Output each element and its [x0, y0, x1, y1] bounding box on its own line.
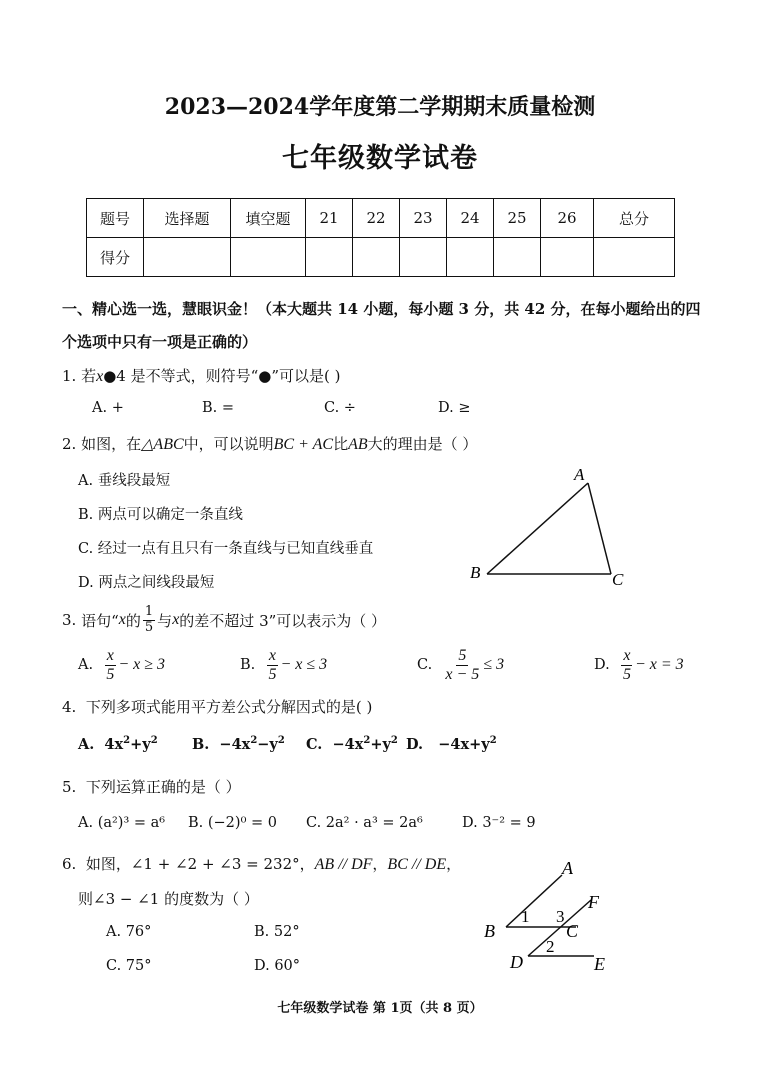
section-heading-line1: 一、精心选一选，慧眼识金！（本大题共 14 小题，每小题 3 分，共 42 分，在每小题给出的四: [62, 300, 701, 318]
q3-option-a[interactable]: [78, 644, 165, 686]
option-label: B.: [240, 657, 256, 673]
fraction-denominator: 5: [268, 665, 277, 683]
score-input-cell[interactable]: [447, 238, 494, 277]
fraction-numerator: x: [268, 646, 277, 664]
score-table-header-row: [87, 199, 675, 238]
q4-option-c[interactable]: C. $-4x^2+y^2$: [306, 735, 398, 753]
score-cell: 题号: [87, 199, 144, 238]
math-expr: △ABC: [141, 436, 184, 453]
score-table: [86, 198, 675, 277]
angle-label-3: 3: [556, 907, 565, 926]
fraction-one-fifth: [143, 605, 155, 635]
score-cell: 23: [400, 199, 447, 238]
q4-option-d[interactable]: D. $-4x+y^2$: [406, 735, 497, 753]
score-input-cell[interactable]: [494, 238, 541, 277]
q2-option-b[interactable]: B. 两点可以确定一条直线: [78, 507, 243, 523]
line-ab: [506, 875, 562, 927]
question-text: ●4 是不等式，则符号“●”可以是( ): [103, 367, 341, 385]
math-expr: BC // DE: [387, 856, 447, 873]
score-cell: 24: [447, 199, 494, 238]
fraction-denominator: 5: [144, 619, 154, 635]
section-heading-line2: 个选项中只有一项是正确的）: [62, 333, 258, 351]
q2-option-c[interactable]: C. 经过一点有且只有一条直线与已知直线垂直: [78, 541, 374, 557]
math-var: x: [172, 611, 180, 628]
question-number: 1.: [62, 367, 77, 385]
option-fraction: [266, 647, 278, 683]
score-cell: 总分: [594, 199, 675, 238]
fraction-numerator: x: [623, 646, 631, 664]
question-text: 中，可以说明: [183, 435, 274, 453]
question-text: 如图，∠1 + ∠2 + ∠3 = 232°，: [85, 855, 315, 873]
q3-option-b[interactable]: [240, 644, 327, 686]
fraction-numerator: 5: [458, 646, 467, 664]
vertex-label-a: A: [574, 465, 585, 484]
score-input-cell[interactable]: [353, 238, 400, 277]
score-input-cell[interactable]: [594, 238, 675, 277]
q5-option-d[interactable]: D. 3⁻² = 9: [462, 815, 536, 831]
option-rest: − x ≤ 3: [280, 656, 328, 673]
score-input-cell[interactable]: [400, 238, 447, 277]
question-text: 若: [81, 367, 97, 385]
option-rest: − x ≥ 3: [118, 656, 165, 673]
score-cell: 选择题: [144, 199, 231, 238]
question-text: 比: [333, 435, 349, 453]
math-expr: AB // DF: [314, 856, 373, 873]
q3-option-c[interactable]: [417, 644, 504, 686]
q6-option-c[interactable]: C. 75°: [106, 958, 152, 974]
question-number: 4.: [62, 698, 77, 716]
edge-ac: [588, 483, 611, 574]
q5-option-b[interactable]: B. (−2)⁰ = 0: [188, 815, 277, 831]
q2-option-a[interactable]: A. 垂线段最短: [78, 473, 171, 489]
point-label-a: A: [562, 858, 573, 878]
vertex-label-b: B: [470, 563, 481, 582]
punctuation: ，: [372, 855, 388, 873]
question-number: 2.: [62, 435, 77, 453]
score-input-cell[interactable]: [541, 238, 594, 277]
question-text: 与: [157, 611, 173, 630]
q6-option-b[interactable]: B. 52°: [254, 924, 300, 940]
q6-option-a[interactable]: A. 76°: [106, 924, 152, 940]
question-text: 的: [125, 611, 141, 630]
q1-option-a[interactable]: A. +: [92, 400, 124, 416]
question-1: [62, 365, 341, 386]
fraction-denominator: x − 5: [445, 665, 480, 683]
point-label-e: E: [594, 954, 605, 974]
question-text: 下列多项式能用平方差公式分解因式的是( ): [85, 698, 373, 716]
question-number: 6.: [62, 855, 77, 873]
page-footer: 七年级数学试卷 第 1页（共 8 页）: [277, 1001, 483, 1016]
q1-option-b[interactable]: B. =: [202, 400, 235, 416]
question-2: [62, 433, 477, 454]
question-number: 3.: [62, 611, 77, 629]
option-fraction: [443, 647, 481, 683]
question-text: 下列运算正确的是（ ）: [85, 778, 241, 796]
q1-option-c[interactable]: C. ÷: [324, 400, 356, 416]
question-text: 大的理由是（ ）: [367, 435, 478, 453]
score-cell: 填空题: [231, 199, 306, 238]
score-cell: 21: [306, 199, 353, 238]
question-5: [62, 776, 241, 797]
point-label-d: D: [510, 952, 523, 972]
exam-subtitle: 七年级数学试卷: [282, 143, 478, 174]
q2-option-d[interactable]: D. 两点之间线段最短: [78, 575, 215, 591]
point-label-b: B: [484, 921, 495, 941]
option-label: A.: [78, 657, 94, 673]
angle-label-2: 2: [546, 937, 555, 956]
q4-option-a[interactable]: A. $4x^2+y^2$: [78, 735, 158, 753]
question-number: 5.: [62, 778, 77, 796]
question-text: 的差不超过 3”可以表示为（ ）: [179, 611, 387, 630]
question-6-line2: 则∠3 − ∠1 的度数为（ ）: [78, 890, 259, 908]
option-rest: − x = 3: [634, 656, 684, 673]
option-rest: ≤ 3: [483, 656, 505, 673]
option-fraction: [621, 647, 633, 683]
option-fraction: [104, 647, 116, 683]
punctuation: ，: [446, 855, 462, 873]
question-6: [62, 853, 461, 874]
q3-option-d[interactable]: [594, 644, 684, 686]
question-text: 语句“: [81, 611, 119, 630]
score-table-score-row: [87, 238, 675, 277]
score-cell: 22: [353, 199, 400, 238]
exam-title: 2023—2024学年度第二学期期末质量检测: [164, 94, 596, 120]
parallel-lines-figure: [478, 850, 628, 980]
vertex-label-c: C: [612, 570, 624, 589]
q5-option-a[interactable]: A. (a²)³ = a⁶: [78, 815, 166, 831]
triangle-figure: [460, 460, 640, 590]
question-3: [62, 600, 386, 640]
point-label-f: F: [588, 892, 599, 912]
score-row-label: 得分: [87, 238, 144, 277]
q4-option-b[interactable]: B. $-4x^2-y^2$: [192, 735, 285, 753]
score-input-cell[interactable]: [144, 238, 231, 277]
score-cell: 26: [541, 199, 594, 238]
edge-ba: [487, 483, 588, 574]
math-expr: BC + AC: [273, 436, 334, 453]
math-var: x: [96, 368, 104, 385]
fraction-numerator: 1: [144, 604, 154, 620]
fraction-numerator: x: [106, 646, 114, 664]
q1-option-d[interactable]: D. ≥: [438, 400, 471, 416]
option-label: C.: [417, 657, 433, 673]
fraction-denominator: 5: [622, 665, 631, 683]
q6-option-d[interactable]: D. 60°: [254, 958, 301, 974]
angle-label-1: 1: [521, 907, 530, 926]
q5-option-c[interactable]: C. 2a² · a³ = 2a⁶: [306, 815, 423, 831]
fraction-denominator: 5: [106, 665, 115, 683]
point-label-c: C: [566, 921, 579, 941]
score-input-cell[interactable]: [231, 238, 306, 277]
score-cell: 25: [494, 199, 541, 238]
score-input-cell[interactable]: [306, 238, 353, 277]
question-4: [62, 696, 372, 717]
question-text: 如图，在: [81, 435, 142, 453]
option-label: D.: [594, 657, 610, 673]
math-expr: AB: [348, 436, 368, 453]
math-var: x: [118, 611, 126, 628]
